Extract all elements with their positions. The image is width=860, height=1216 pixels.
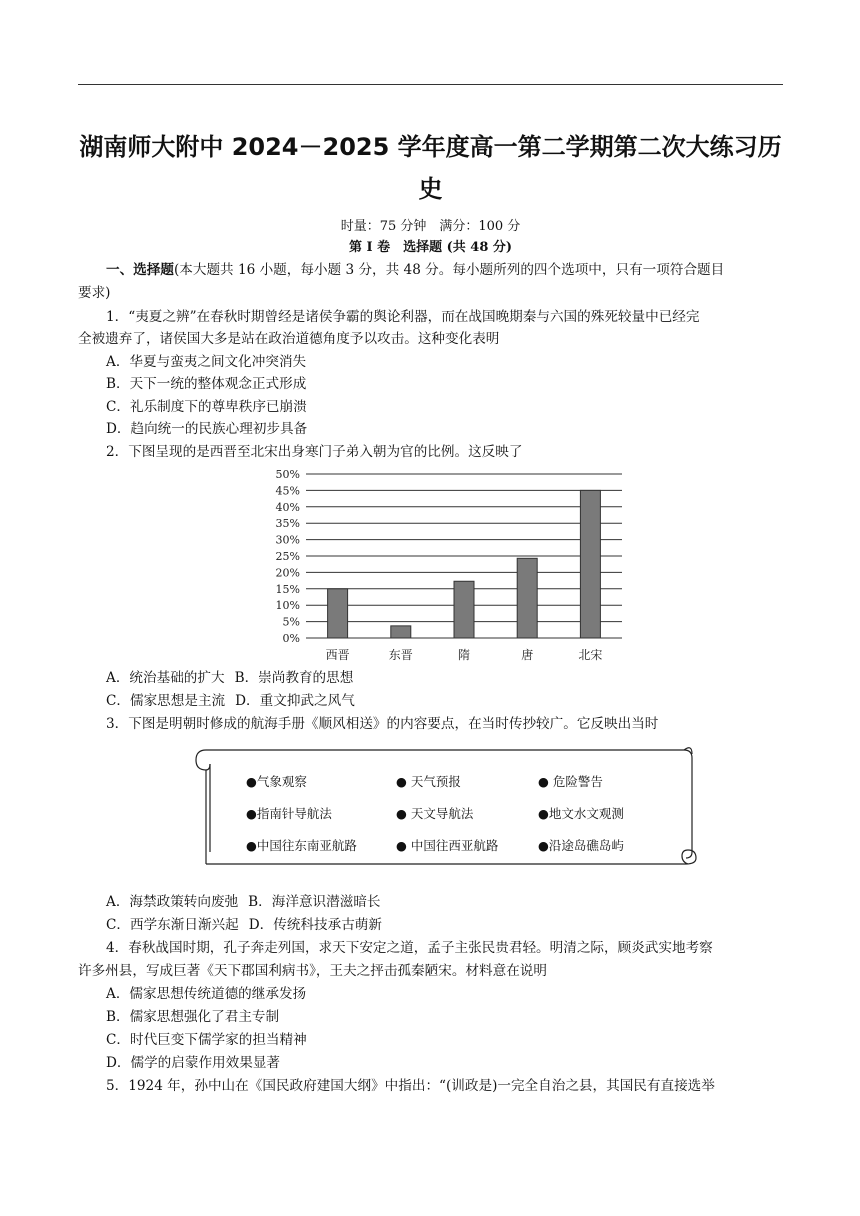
y-tick-label: 40%	[275, 500, 300, 514]
scroll-item-weather-forecast: ● 天气预报	[396, 774, 461, 789]
scroll-item-route-southeast-asia: ●中国往东南亚航路	[246, 838, 357, 853]
exam-title-line1: 湖南师大附中 2024－2025 学年度高一第二学期第二次大练习历	[79, 133, 782, 161]
q1-option-a[interactable]: A．华夏与蛮夷之间文化冲突消失	[106, 354, 307, 370]
bar	[328, 589, 348, 638]
q4-stem-line1: 4．春秋战国时期，孔子奔走列国，求天下安定之道，孟子主张民贵君轻。明清之际，顾炎武实地考察	[106, 940, 713, 956]
time-score-info: 时量：75 分钟 满分：100 分	[340, 219, 521, 234]
scroll-item-islands: ●沿途岛礁岛屿	[538, 838, 624, 853]
y-tick-label: 20%	[275, 566, 300, 580]
q3-option-d[interactable]: D．传统科技承古萌新	[248, 917, 382, 933]
q3-option-c[interactable]: C．西学东渐日渐兴起	[106, 917, 239, 933]
q2-options-row1	[106, 667, 811, 689]
q4-option-b[interactable]: B．儒家思想强化了君主专制	[106, 1009, 280, 1025]
bar	[517, 558, 537, 638]
exam-title-line2: 史	[418, 175, 443, 203]
q2-options-row2	[106, 690, 811, 712]
q2-option-b[interactable]: B．崇尚教育的思想	[234, 670, 354, 686]
scroll-item-weather-observation: ●气象观察	[246, 774, 307, 789]
q3-option-a[interactable]: A．海禁政策转向废弛	[106, 894, 239, 910]
q2-option-a[interactable]: A．统治基础的扩大	[106, 670, 225, 686]
section-instruction-end: 要求)	[78, 285, 111, 301]
x-tick-label: 西晋	[325, 648, 350, 662]
section-instruction-text: (本大题共 16 小题，每小题 3 分，共 48 分。每小题所列的四个选项中，只有一项符合题目	[173, 262, 725, 278]
q1-option-b[interactable]: B．天下一统的整体观念正式形成	[106, 376, 307, 392]
scroll-item-compass-navigation: ●指南针导航法	[246, 806, 332, 821]
scroll-item-hydrology: ●地文水文观测	[538, 806, 624, 821]
x-tick-label: 隋	[457, 648, 471, 662]
q3-stem: 3．下图是明朝时修成的航海手册《顺风相送》的内容要点，在当时传抄较广。它反映出当时	[106, 716, 659, 732]
part-title: 第 Ⅰ 卷 选择题 (共 48 分)	[348, 240, 513, 255]
scroll-figure	[188, 740, 704, 872]
y-tick-label: 50%	[275, 468, 300, 481]
q3-options-row1	[106, 891, 811, 913]
y-tick-label: 5%	[282, 615, 300, 629]
x-tick-label: 北宋	[578, 648, 603, 662]
scroll-item-danger-warning: ● 危险警告	[538, 774, 603, 789]
q1-stem-line1: 1．“夷夏之辨”在春秋时期曾经是诸侯争霸的舆论利器，而在战国晚期秦与六国的殊死较量中已经完	[106, 309, 700, 325]
section-heading: 一、选择题	[106, 262, 174, 278]
q3-options-row2	[106, 914, 811, 936]
q2-option-c[interactable]: C．儒家思想是主流	[106, 693, 226, 709]
q1-option-c[interactable]: C．礼乐制度下的尊卑秩序已崩溃	[106, 399, 307, 415]
header-rule	[78, 84, 783, 85]
q1-option-d[interactable]: D．趋向统一的民族心理初步具备	[106, 421, 308, 437]
q3-option-b[interactable]: B．海洋意识潜滋暗长	[248, 894, 381, 910]
y-tick-label: 30%	[275, 533, 300, 547]
q4-option-d[interactable]: D．儒学的启蒙作用效果显著	[106, 1055, 281, 1071]
q2-stem: 2．下图呈现的是西晋至北宋出身寒门子弟入朝为官的比例。这反映了	[106, 444, 523, 460]
y-tick-label: 45%	[275, 484, 300, 498]
bar-chart	[258, 462, 638, 668]
bar	[391, 626, 411, 638]
y-tick-label: 35%	[275, 517, 300, 531]
x-tick-label: 东晋	[388, 648, 413, 662]
y-tick-label: 0%	[282, 632, 300, 645]
bar	[454, 581, 474, 638]
scroll-item-celestial-navigation: ● 天文导航法	[396, 806, 474, 821]
x-tick-label: 唐	[521, 648, 534, 662]
q4-option-a[interactable]: A．儒家思想传统道德的继承发扬	[106, 986, 307, 1002]
y-tick-label: 15%	[275, 582, 300, 596]
scroll-item-route-west-asia: ● 中国往西亚航路	[396, 838, 499, 853]
y-tick-label: 25%	[275, 550, 300, 563]
q5-stem-line1: 5．1924 年，孙中山在《国民政府建国大纲》中指出：“(训政是)一完全自治之县，其国民有直接选举	[106, 1078, 715, 1094]
q1-stem-line2: 全被遗弃了，诸侯国大多是站在政治道德角度予以攻击。这种变化表明	[78, 331, 500, 347]
section-instruction	[106, 259, 811, 281]
y-tick-label: 10%	[275, 599, 300, 613]
q4-stem-line2: 许多州县，写成巨著《天下郡国利病书》，王夫之抨击孤秦陋宋。材料意在说明	[78, 963, 547, 979]
q4-option-c[interactable]: C．时代巨变下儒学家的担当精神	[106, 1032, 307, 1048]
q2-option-d[interactable]: D．重文抑武之风气	[235, 693, 355, 709]
bar	[580, 490, 600, 638]
